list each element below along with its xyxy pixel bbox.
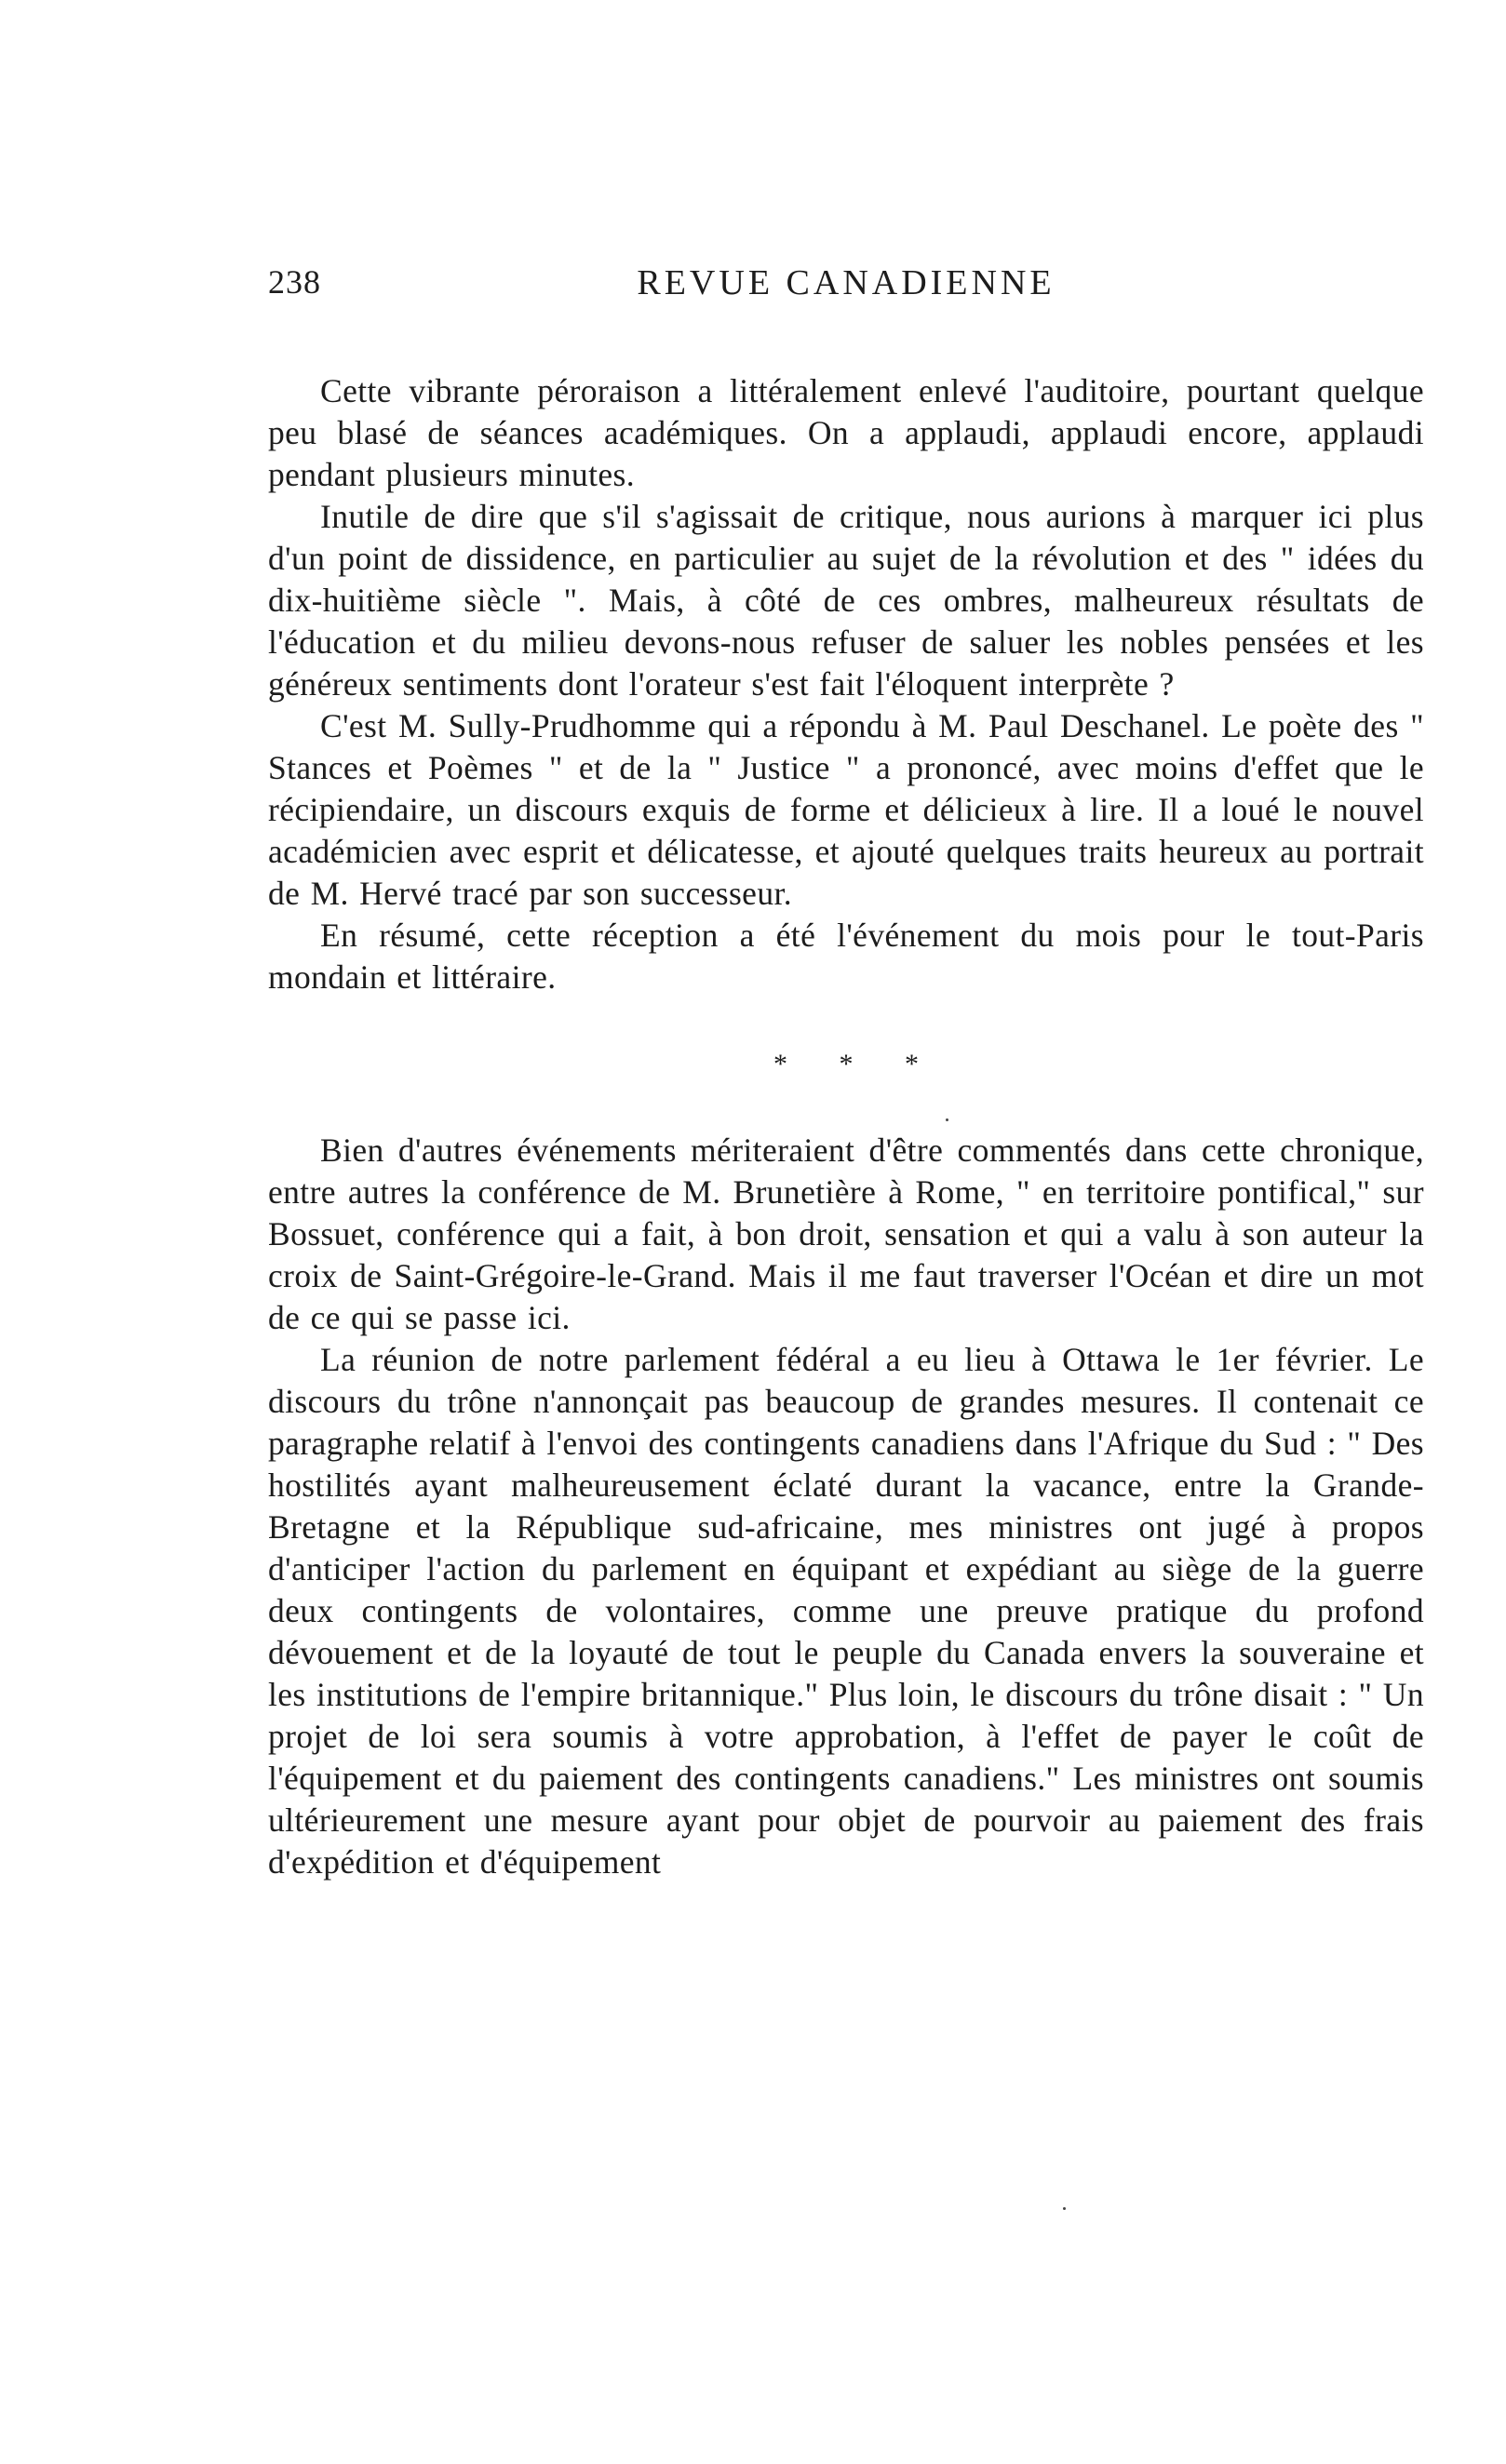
paper-speck	[946, 1118, 948, 1121]
paragraph-brunetiere: Bien d'autres événements mériteraient d'être commentés dans cette chronique, entre autres la conférence de M. Brunetière à Rome, " en territoire pontifical," sur Bossuet, conférence qui a fait, à bon droit, sensation et qui a valu à son auteur la croix de Saint-Grégoire-le-Grand. Mais il me faut traverser l'Océan et dire un mot de ce qui se passe ici.	[268, 1132, 1424, 1336]
section-separator: * * *	[773, 1049, 941, 1079]
paragraph-sully-prudhomme: C'est M. Sully-Prudhomme qui a répondu à M. Paul Deschanel. Le poète des " Stances et Poèmes " et de la " Justice " a prononcé, avec moins d'effet que le récipiendaire, un discours exquis de forme et délicieux à lire. Il a loué le nouvel académicien avec esprit et délicatesse, et ajouté quelques traits heureux au portrait de M. Hervé tracé par son successeur.	[268, 707, 1424, 912]
paragraph-resume: En résumé, cette réception a été l'événement du mois pour le tout-Paris mondain et littéraire.	[268, 917, 1424, 996]
paragraph-critique: Inutile de dire que s'il s'agissait de critique, nous aurions à marquer ici plus d'un point de dissidence, en particulier au sujet de la révolution et des " idées du dix-huitième siècle ". Mais, à côté de ces ombres, malheureux résultats de l'éducation et du milieu devons-nous refuser de saluer les nobles pensées et les généreux sentiments dont l'orateur s'est fait l'éloquent interprète ?	[268, 498, 1424, 703]
page-number: 238	[268, 263, 321, 301]
body-text	[268, 370, 1424, 1883]
paper-speck	[1063, 2207, 1066, 2210]
running-title: REVUE CANADIENNE	[637, 263, 1056, 302]
paragraph-parlement: La réunion de notre parlement fédéral a eu lieu à Ottawa le 1er février. Le discours du trône n'annonçait pas beaucoup de grandes mesures. Il contenait ce paragraphe relatif à l'envoi des contingents canadiens dans l'Afrique du Sud : " Des hostilités ayant malheureusement éclaté durant la vacance, entre la Grande-Bretagne et la République sud-africaine, mes ministres ont jugé à propos d'anticiper l'action du parlement en équipant et expédiant au siège de la guerre deux contingents de volontaires, comme une preuve pratique du profond dévouement et de la loyauté de tout le peuple du Canada envers la souveraine et les institutions de l'empire britannique." Plus loin, le discours du trône disait : " Un projet de loi sera soumis à votre approbation, à l'effet de payer le coût de l'équipement et du paiement des contingents canadiens." Les ministres ont soumis ultérieurement une mesure ayant pour objet de pourvoir au paiement des frais d'expédition et d'équipement	[268, 1341, 1424, 1881]
paragraph-peroraison: Cette vibrante péroraison a littéralement enlevé l'auditoire, pourtant quelque peu blasé de séances académiques. On a applaudi, applaudi encore, applaudi pendant plusieurs minutes.	[268, 372, 1424, 493]
page-header	[268, 262, 1424, 307]
